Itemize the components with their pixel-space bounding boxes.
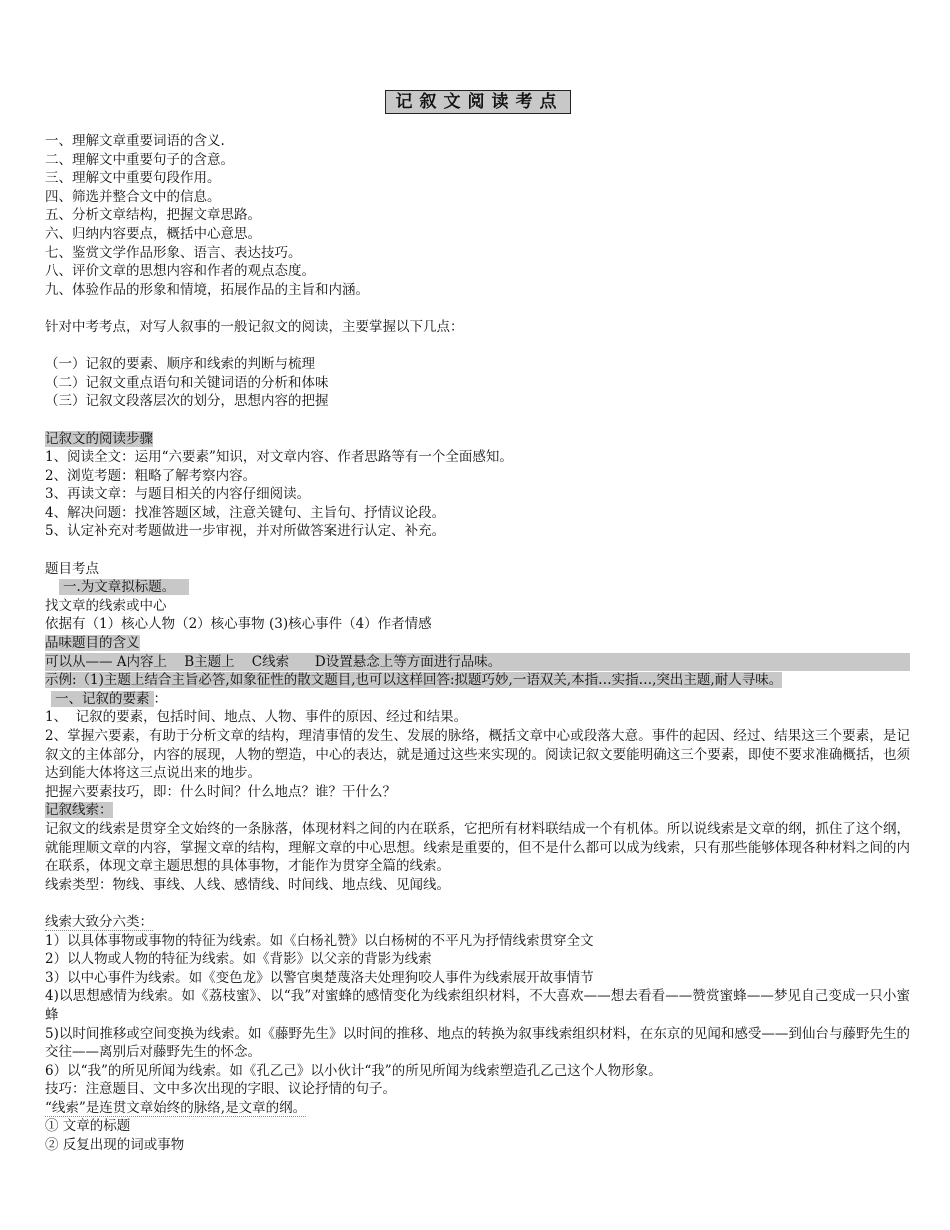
clue-types: 线索类型：物线、事线、人线、感情线、时间线、地点线、见闻线。 <box>45 876 450 893</box>
taste-heading: 品味题目的含义 <box>45 635 140 652</box>
exam-point: 七、鉴赏文学作品形象、语言、表达技巧。 <box>45 244 302 261</box>
sub-point: （一）记叙的要素、顺序和线索的判断与梳理 <box>45 356 315 373</box>
exam-point: 六、归纳内容要点，概括中心意思。 <box>45 225 261 242</box>
exam-point: 九、体验作品的形象和情境，拓展作品的主旨和内涵。 <box>45 281 369 298</box>
clue-type-item: 5)以时间推移或空间变换为线索。如《藤野先生》以时间的推移、地点的转换为叙事线索组织材料，在东京的见闻和感受——到仙台与藤野先生的交往——离别后对藤野先生的怀念。 <box>45 1025 910 1061</box>
topic-line: 找文章的线索或中心 <box>45 597 167 614</box>
six-types-heading: 线索大致分六类： <box>45 913 153 930</box>
document-title: 记叙文阅读考点 <box>385 90 571 114</box>
intro-text: 针对中考考点，对写人叙事的一般记叙文的阅读，主要掌握以下几点： <box>45 318 464 335</box>
clue-type-item: 4)以思想感情为线索。如《荔枝蜜》、以“我”对蜜蜂的感情变化为线索组织材料，不大喜欢——想去看看——赞赏蜜蜂——梦见自己变成一只小蜜蜂 <box>45 988 910 1023</box>
clue-type-item: 6）以“我”的所见所闻为线索。如《孔乙己》以小伙计“我”的所见所闻为线索塑造孔乙己这个人物形象。 <box>45 1062 662 1079</box>
final-item: ① 文章的标题 <box>45 1118 131 1135</box>
example-text: 示例:（1)主题上结合主旨必答,如象征性的散文题目,也可以这样回答:拟题巧妙,一语双关,本指…实指…,突出主题,耐人寻味。 <box>45 672 783 689</box>
six-types-list <box>45 932 910 1081</box>
reading-step: 4、解决问题：找准答题区域，注意关键句、主旨句、抒情议论段。 <box>45 504 446 521</box>
elements-heading: 一、记叙的要素 <box>51 691 154 707</box>
exam-point: 四、筛选并整合文中的信息。 <box>45 188 221 205</box>
elements-colon: ： <box>153 690 167 707</box>
sub-point: （二）记叙文重点语句和关键词语的分析和体味 <box>45 374 329 391</box>
elements-point-1: 1、 记叙的要素，包括时间、地点、人物、事件的原因、经过和结果。 <box>45 709 468 726</box>
reading-step: 1、阅读全文：运用“六要素”知识，对文章内容、作者思路等有一个全面感知。 <box>45 449 513 466</box>
clue-paragraph: 记叙文的线索是贯穿全文始终的一条脉落，体现材料之间的内在联系，它把所有材料联结成一个有机体。所以说线索是文章的纲，抓住了这个纲，就能理顺文章的内容，掌握文章的结构，理解文章的中心思想。线索是重要的，但不是什么都可以成为线索，只有那些能够体现各种材料之间的内在联系，体现文章主题思想的具体事物，才能作为贯穿全篇的线索。 <box>45 820 910 875</box>
clue-type-item: 2）以人物或人物的特征为线索。如《背影》以父亲的背影为线索 <box>45 951 432 968</box>
exam-point: 八、评价文章的思想内容和作者的观点态度。 <box>45 263 315 280</box>
clue-heading: 记叙线索： <box>45 802 113 819</box>
reading-step: 2、浏览考题：粗略了解考察内容。 <box>45 467 257 484</box>
clue-type-item: 1）以具体事物或事物的特征为线索。如《白杨礼赞》以白杨树的不平凡为抒情线索贯穿全文 <box>45 932 594 949</box>
sub-points-list <box>45 355 910 411</box>
elements-point-2: 2、掌握六要素，有助于分析文章的结构，理清事情的发生、发展的脉络，概括文章中心或段落大意。事件的起因、经过、结果这三个要素，是记叙文的主体部分，内容的展现，人物的塑造，中心的表达，就是通过这些来实现的。阅读记叙文要能明确这三个要素，即使不要求准确概括，也须达到能大体将这三点说出来的地步。 <box>45 728 910 782</box>
elements-tip: 把握六要素技巧，即：什么时间？什么地点？谁？干什么？ <box>45 783 396 800</box>
clue-type-item: 3）以中心事件为线索。如《变色龙》以警官奥楚蔑洛夫处理狗咬人事件为线索展开故事情节 <box>45 969 594 986</box>
topic-line: 依据有（1）核心人物（2）核心事物 (3)核心事件（4）作者情感 <box>45 616 432 633</box>
clue-definition: “线索”是连贯文章始终的脉络,是文章的纲。 <box>45 1099 307 1116</box>
final-item: ② 反复出现的词或事物 <box>45 1137 185 1154</box>
skill-text: 技巧：注意题目、文中多次出现的字眼、议论抒情的句子。 <box>45 1081 396 1098</box>
exam-point: 二、理解文中重要句子的含意。 <box>45 151 234 168</box>
exam-point: 三、理解文中重要句段作用。 <box>45 170 221 187</box>
exam-point: 一、理解文章重要词语的含义. <box>45 133 225 149</box>
steps-heading: 记叙文的阅读步骤 <box>45 430 153 447</box>
topic-subheading: 一.为文章拟标题。 <box>59 579 189 595</box>
exam-point: 五、分析文章结构，把握文章思路。 <box>45 207 261 224</box>
reading-step: 5、认定补充对考题做进一步审视，并对所做答案进行认定、补充。 <box>45 523 446 540</box>
reading-step: 3、再读文章：与题目相关的内容仔细阅读。 <box>45 486 311 503</box>
sub-point: （三）记叙文段落层次的划分，思想内容的把握 <box>45 393 329 410</box>
document-page <box>45 90 910 1155</box>
topic-heading: 题目考点 <box>45 560 99 577</box>
exam-points-list <box>45 132 910 299</box>
reading-steps-list <box>45 448 910 541</box>
title-wrap <box>45 90 910 114</box>
taste-line: 可以从—— A内容上 B主题上 C线索 D设置悬念上等方面进行品味。 <box>45 653 910 672</box>
